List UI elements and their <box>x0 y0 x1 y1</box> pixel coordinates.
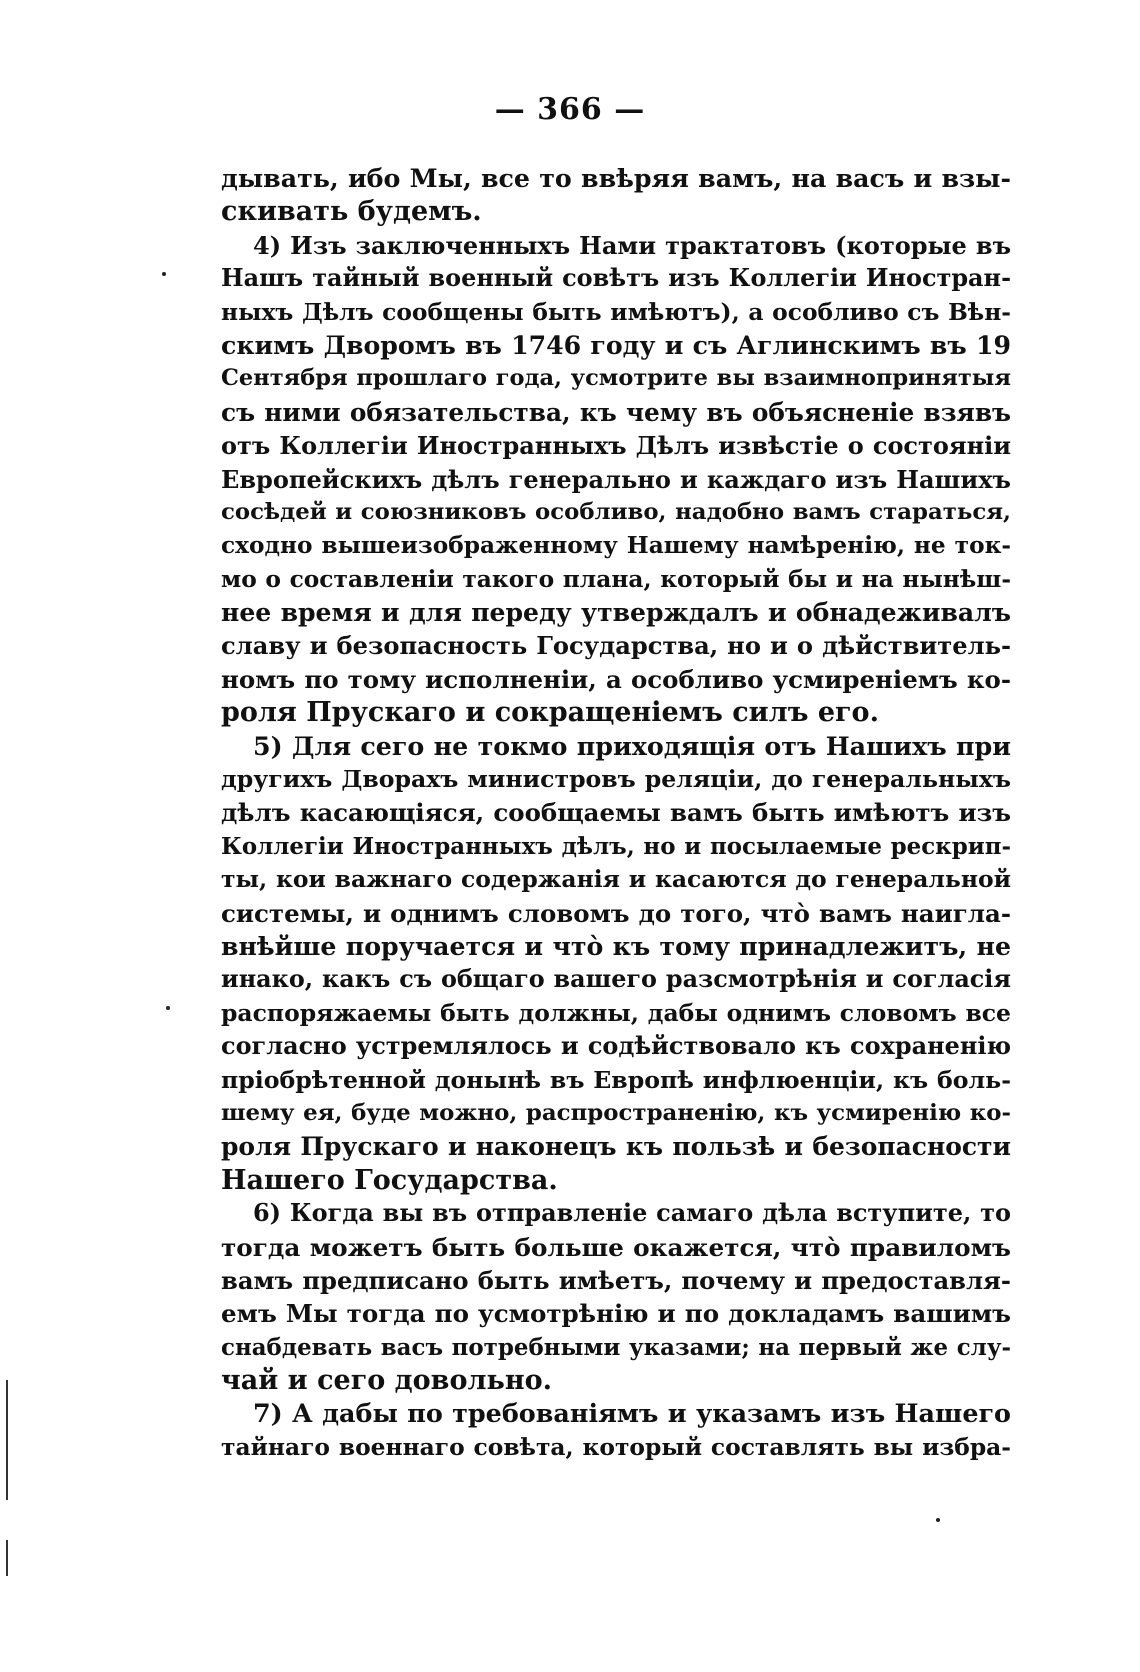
text-line: съ ними обязательства, къ чему въ объясненіе взявъ <box>221 397 1011 427</box>
text-line: 5) Для сего не токмо приходящія отъ Нашихъ при <box>253 730 1011 761</box>
text-line: внѣйше поручается и что̀ къ тому принадлежитъ, не <box>221 930 1011 961</box>
text-line: другихъ Дворахъ министровъ реляціи, до генеральныхъ <box>221 765 1011 794</box>
text-line: тогда можетъ быть больше окажется, что̀ правиломъ <box>221 1232 1011 1262</box>
text-line: Европейскихъ дѣлъ генерально и каждаго изъ Нашихъ <box>221 464 1011 494</box>
text-line: Нашъ тайный военный совѣтъ изъ Коллегіи Иностран- <box>221 264 1011 293</box>
text-line: ныхъ Дѣлъ сообщены быть имѣютъ), а особливо съ Вѣн- <box>221 297 1011 326</box>
text-line: дывать, ибо Мы, все то ввѣряя вамъ, на васъ и взы- <box>221 163 1011 193</box>
scan-margin-mark <box>6 1540 8 1576</box>
scan-speck <box>166 1006 170 1010</box>
text-line: тайнаго военнаго совѣта, который составлять вы избра- <box>221 1432 1011 1461</box>
text-line: ты, кои важнаго содержанія и касаются до генеральной <box>221 865 1011 894</box>
text-line: скимъ Дворомъ въ 1746 году и съ Аглинскимъ въ 19 <box>221 329 1011 360</box>
page-number: — 366 — <box>494 92 646 127</box>
text-line: 6) Когда вы въ отправленіе самаго дѣла вступите, то <box>253 1199 1011 1228</box>
text-line: роля Прускаго и сокращеніемъ силъ его. <box>221 697 879 729</box>
text-line: номъ по тому исполненіи, а особливо усмиреніемъ ко- <box>221 664 1011 694</box>
text-line: роля Прускаго и наконецъ къ пользѣ и безопасности <box>221 1132 1011 1162</box>
text-line: отъ Коллегіи Иностранныхъ Дѣлъ извѣстіе о состояніи <box>221 431 1011 461</box>
scan-speck <box>162 272 166 276</box>
scan-margin-mark <box>6 1380 8 1500</box>
text-line: Коллегіи Иностранныхъ дѣлъ, но и посылаемые рескрип- <box>221 832 1011 860</box>
text-line: емъ Мы тогда по усмотрѣнію и по докладамъ вашимъ <box>221 1299 1011 1329</box>
text-line: дѣлъ касающіяся, сообщаемы вамъ быть имѣютъ изъ <box>221 798 1011 828</box>
text-line: 4) Изъ заключенныхъ Нами трактатовъ (которые въ <box>253 230 1011 260</box>
text-line: скивать будемъ. <box>221 196 482 228</box>
text-line: снабдевать васъ потребными указами; на первый же слу- <box>221 1333 1011 1361</box>
text-line: распоряжаемы быть должны, дабы однимъ словомъ все <box>221 998 1011 1027</box>
text-line: сосѣдей и союзниковъ особливо, надобно вамъ стараться, <box>221 498 1011 525</box>
text-line: системы, и однимъ словомъ до того, что̀ вамъ наигла- <box>221 898 1011 928</box>
text-line: сходно вышеизображенному Нашему намѣренію, не ток- <box>221 532 1011 560</box>
text-line: пріобрѣтенной донынѣ въ Европѣ инфлюенціи, къ боль- <box>221 1065 1011 1094</box>
text-line: шему ея, буде можно, распространенію, къ усмиренію ко- <box>221 1099 1011 1126</box>
text-line: славу и безопасность Государства, но и о дѣйствитель- <box>221 631 1011 661</box>
text-line: вамъ предписано быть имѣетъ, почему и предоставля- <box>221 1265 1011 1295</box>
text-line: мо о составленіи такого плана, который бы и на нынѣш- <box>221 565 1011 593</box>
scan-speck <box>936 1518 940 1522</box>
text-line: инако, какъ съ общаго вашего разсмотрѣнія и согласія <box>221 965 1011 994</box>
text-line: согласно устремлялось и содѣйствовало къ сохраненію <box>221 1032 1011 1061</box>
text-line: чай и сего довольно. <box>221 1365 552 1397</box>
body-text <box>221 162 1011 1464</box>
text-line: Нашего Государства. <box>221 1164 558 1196</box>
text-line: нее время и для переду утверждалъ и обнадеживалъ <box>221 597 1011 628</box>
text-line: Сентября прошлаго года, усмотрите вы взаимнопринятыя <box>221 365 1011 392</box>
text-line: 7) А дабы по требованіямъ и указамъ изъ Нашего <box>253 1398 1011 1429</box>
